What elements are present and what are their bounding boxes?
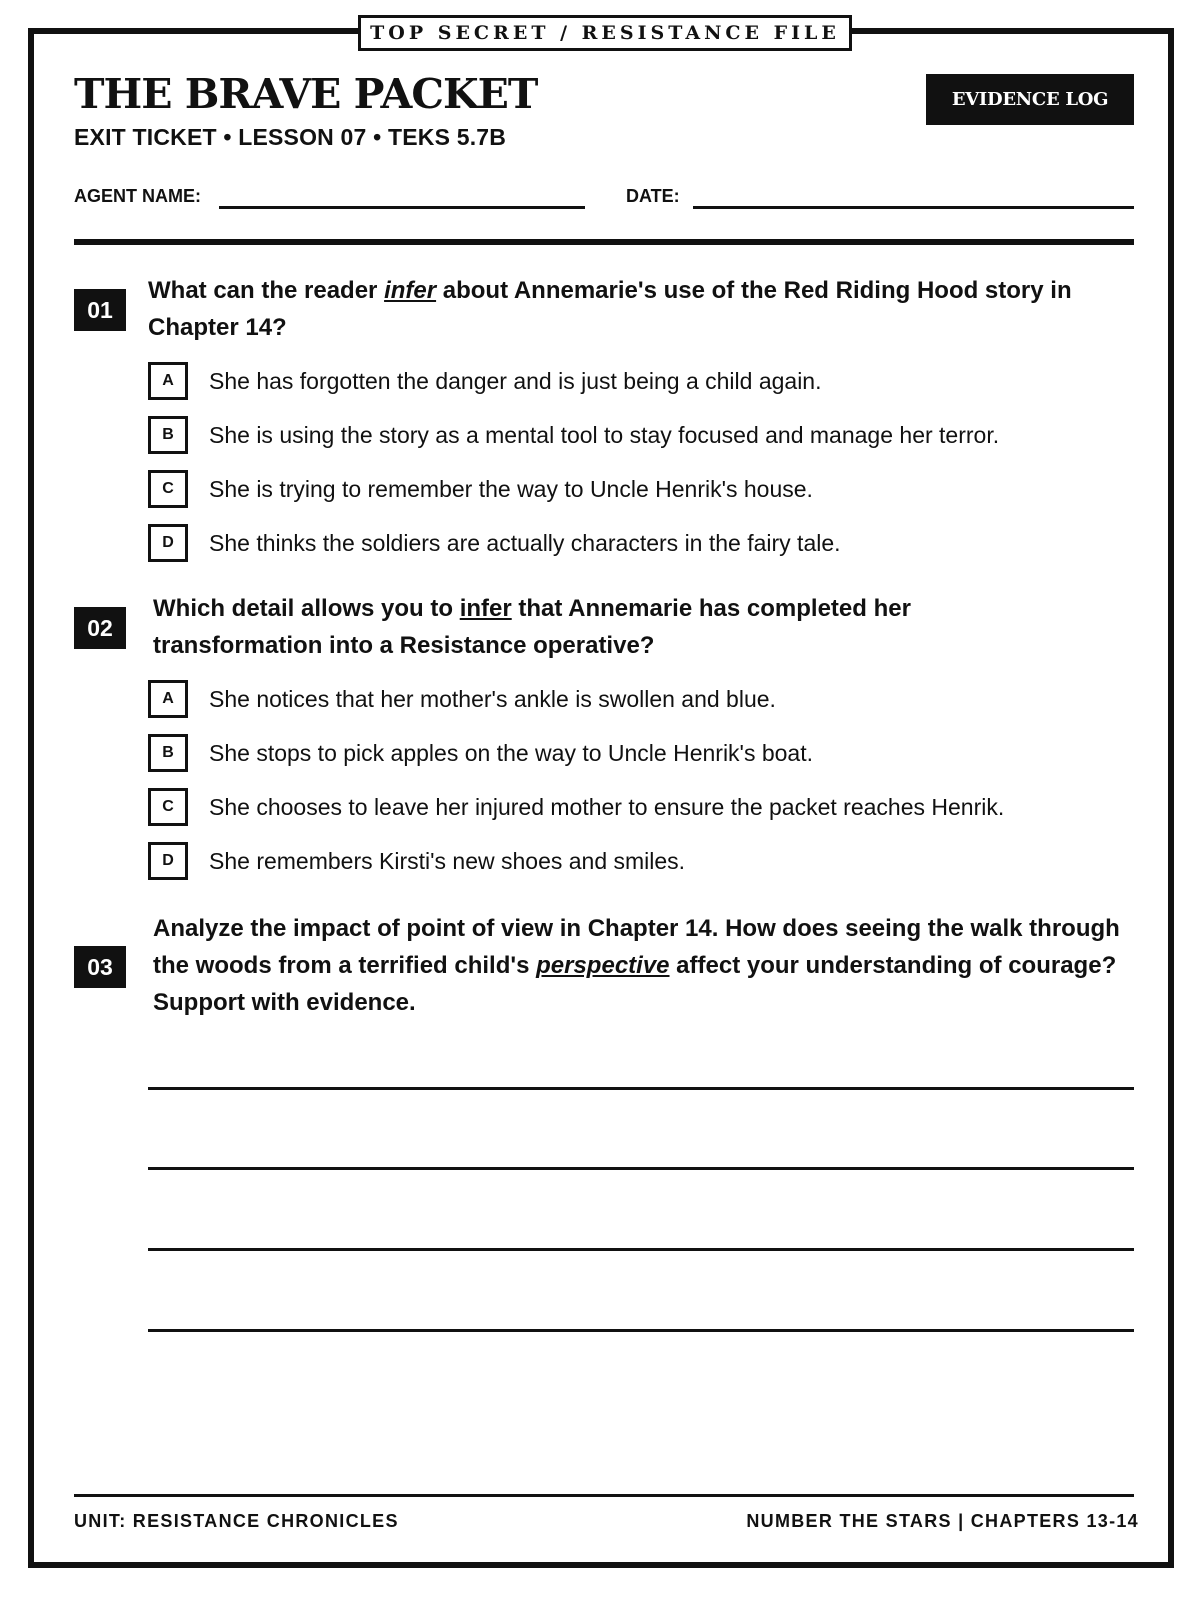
question-1-option-c-box[interactable]: C xyxy=(148,470,188,508)
question-3-text: Analyze the impact of point of view in Chapter 14. How does seeing the walk through the woods from a terrified child's perspective affect your understanding of courage? Support with evidence. xyxy=(153,915,1120,1016)
evidence-log-badge: EVIDENCE LOG xyxy=(926,74,1134,125)
answer-line[interactable] xyxy=(148,1167,1134,1170)
question-2-text: Which detail allows you to infer that Annemarie has completed her transformation into a Resistance operative? xyxy=(153,595,911,659)
question-2-option-c-text: She chooses to leave her injured mother to ensure the packet reaches Henrik. xyxy=(209,794,1005,820)
question-2-option-d-box[interactable]: D xyxy=(148,842,188,880)
answer-line[interactable] xyxy=(148,1329,1134,1332)
question-1-option-b-text: She is using the story as a mental tool to stay focused and manage her terror. xyxy=(209,422,1000,448)
question-1-option-b-box[interactable]: B xyxy=(148,416,188,454)
question-2-option-a-box[interactable]: A xyxy=(148,680,188,718)
agent-name-label: AGENT NAME: xyxy=(74,186,201,206)
footer-unit: UNIT: RESISTANCE CHRONICLES xyxy=(74,1511,399,1531)
page-title: THE BRAVE PACKET xyxy=(74,70,538,118)
question-2-option-b-box[interactable]: B xyxy=(148,734,188,772)
question-2-option-b-text: She stops to pick apples on the way to Uncle Henrik's boat. xyxy=(209,740,813,766)
question-2-option-d-text: She remembers Kirsti's new shoes and smiles. xyxy=(209,848,686,874)
date-field[interactable] xyxy=(693,206,1134,209)
footer-book-chapters: NUMBER THE STARS | CHAPTERS 13-14 xyxy=(746,1511,1139,1531)
question-1-option-a-text: She has forgotten the danger and is just being a child again. xyxy=(209,368,822,394)
question-3-number: 03 xyxy=(74,946,126,988)
question-2-option-a-text: She notices that her mother's ankle is swollen and blue. xyxy=(209,686,776,712)
page-subtitle: EXIT TICKET • LESSON 07 • TEKS 5.7B xyxy=(74,124,507,150)
date-label: DATE: xyxy=(626,186,680,206)
question-1-text: What can the reader infer about Annemarie's use of the Red Riding Hood story in Chapter 14? xyxy=(148,277,1072,341)
question-1-option-c-text: She is trying to remember the way to Uncle Henrik's house. xyxy=(209,476,813,502)
question-2-option-c-box[interactable]: C xyxy=(148,788,188,826)
question-2-number: 02 xyxy=(74,607,126,649)
question-1-option-d-box[interactable]: D xyxy=(148,524,188,562)
answer-line[interactable] xyxy=(148,1087,1134,1090)
footer-divider xyxy=(74,1494,1134,1497)
question-1-number: 01 xyxy=(74,289,126,331)
classification-tab: TOP SECRET / RESISTANCE FILE xyxy=(358,15,852,51)
question-1-option-d-text: She thinks the soldiers are actually characters in the fairy tale. xyxy=(209,530,841,556)
answer-line[interactable] xyxy=(148,1248,1134,1251)
agent-name-field[interactable] xyxy=(219,206,585,209)
header-divider xyxy=(74,239,1134,245)
question-1-option-a-box[interactable]: A xyxy=(148,362,188,400)
